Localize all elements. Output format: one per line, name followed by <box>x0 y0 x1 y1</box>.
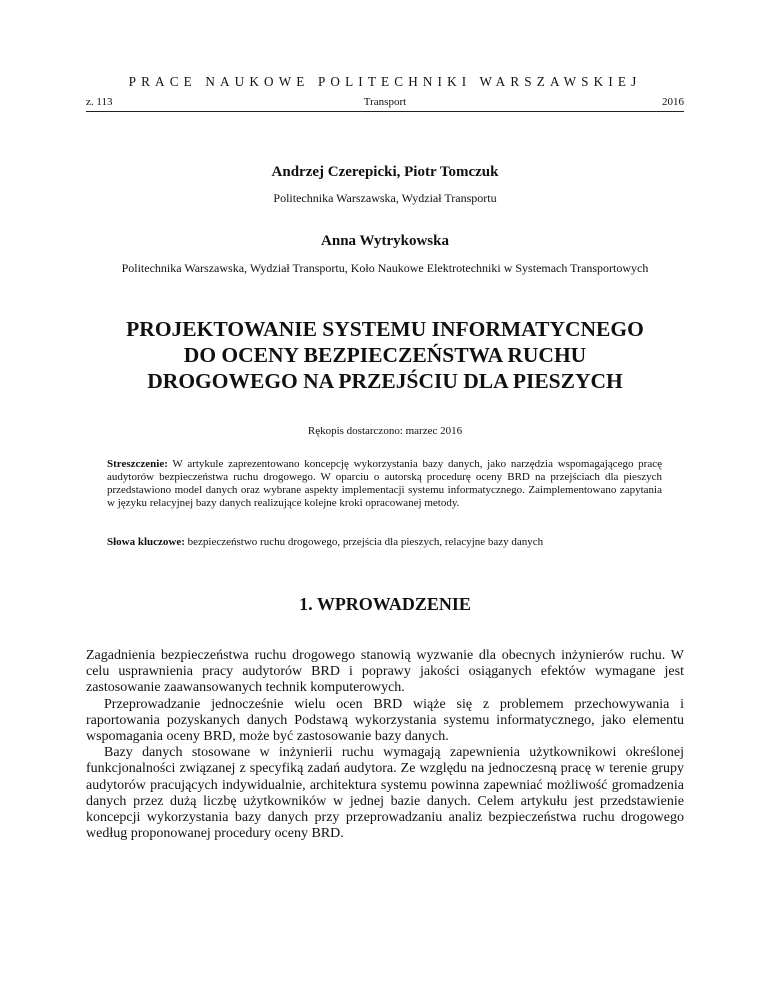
abstract <box>107 458 662 510</box>
section-body <box>86 648 684 842</box>
journal-title: PRACE NAUKOWE POLITECHNIKI WARSZAWSKIEJ <box>128 74 642 89</box>
issue-number: z. 113 <box>86 96 113 108</box>
body-paragraph-1: Zagadnienia bezpieczeństwa ruchu drogowego stanowią wyzwanie dla obecnych inżynierów ruchu. W celu usprawnienia pracy audytorów BRD i poprawy jakości osiąganych efektów wymagane jest zastosowanie zaawansowanych technik komputerowych. <box>86 648 684 696</box>
author-affiliation-2: Politechnika Warszawska, Wydział Transportu, Koło Naukowe Elektrotechniki w Systemach Transportowych <box>121 261 649 275</box>
author-affiliation-1: Politechnika Warszawska, Wydział Transportu <box>273 191 497 205</box>
series-name: Transport <box>363 96 407 108</box>
paper-title-line-3: DROGOWEGO NA PRZEJŚCIU DLA PIESZYCH <box>147 369 623 393</box>
header-rule <box>86 111 684 112</box>
author-names-2: Anna Wytrykowska <box>321 233 449 249</box>
journal-meta-row <box>86 96 684 110</box>
keywords-text: bezpieczeństwo ruchu drogowego, przejścia dla pieszych, relacyjne bazy danych <box>187 536 544 548</box>
author-names-1: Andrzej Czerepicki, Piotr Tomczuk <box>271 164 499 180</box>
paper-title-line-1: PROJEKTOWANIE SYSTEMU INFORMATYCNEGO <box>126 317 644 341</box>
publication-year: 2016 <box>662 96 684 108</box>
paper-title <box>76 316 694 394</box>
section-heading: 1. WPROWADZENIE <box>299 594 471 614</box>
paper-title-line-2: DO OCENY BEZPIECZEŃSTWA RUCHU <box>183 343 587 367</box>
abstract-text: W artykule zaprezentowano koncepcję wykorzystania bazy danych, jako narzędzia wspomagającego pracę audytorów bezpieczeństwa ruchu drogowego. W oparciu o autorską procedurę oceny BRD na przejściach dla pieszych przedstawiono model danych oraz wybrane aspekty implementacji systemu informatycznego. Zaimplementowano zapytania w języku relacyjnej bazy danych realizujące kolejne kroki opracowanej metody. <box>107 458 662 509</box>
received-date: Rękopis dostarczono: marzec 2016 <box>307 425 463 437</box>
keywords-label: Słowa kluczowe: <box>107 536 185 548</box>
body-paragraph-3: Bazy danych stosowane w inżynierii ruchu wymagają zapewnienia użytkownikowi określonej funkcjonalności związanej z specyfiką zadań audytora. Ze względu na jednoczesną pracę w terenie grupy audytorów pracujących indywidualnie, architektura systemu powinna zapewniać możliwość gromadzenia danych przez dużą liczbę użytkowników w jednej bazie danych. Celem artykułu jest przedstawienie koncepcji wykorzystania bazy danych przy przeprowadzaniu analiz bezpieczeństwa ruchu drogowego według proponowanej procedury oceny BRD. <box>86 745 684 842</box>
abstract-label: Streszczenie: <box>107 458 168 470</box>
body-paragraph-2: Przeprowadzanie jednocześnie wielu ocen BRD wiąże się z problemem przechowywania i raportowania pozyskanych danych Podstawą wykorzystania systemu informatycznego, jako elementu wspomagania oceny BRD, może być zastosowanie bazy danych. <box>86 696 684 745</box>
keywords <box>107 536 662 549</box>
